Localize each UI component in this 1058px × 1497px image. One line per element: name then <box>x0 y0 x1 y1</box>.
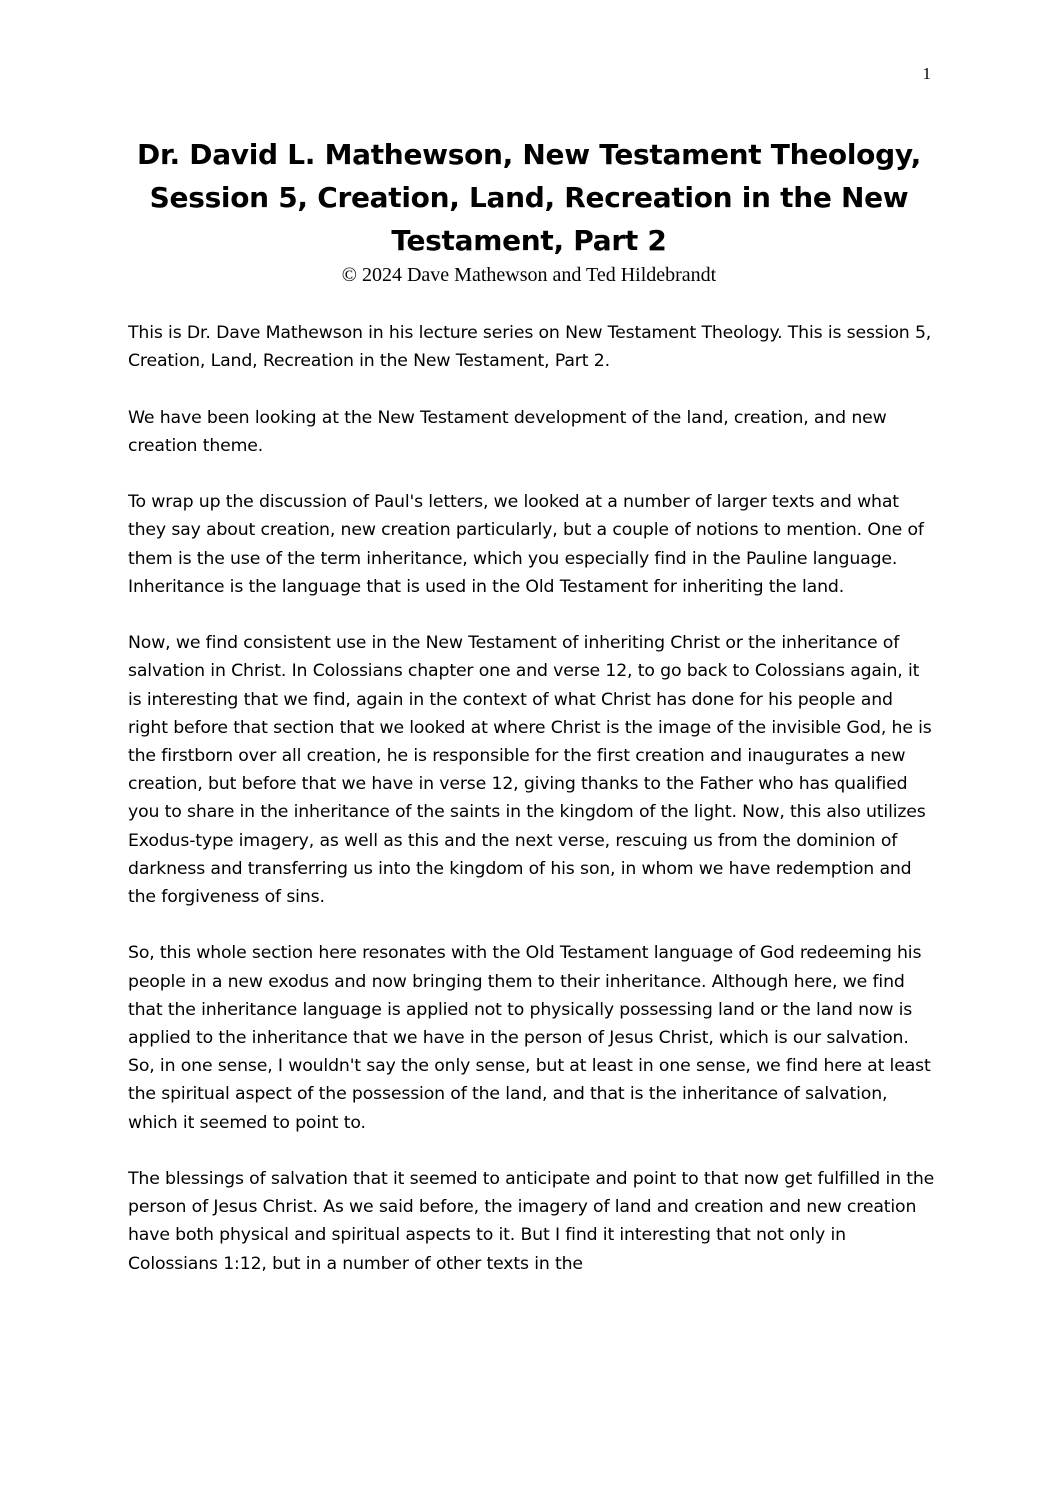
paragraph: The blessings of salvation that it seemed to anticipate and point to that now get fulfilled in the person of Jesus Christ. As we said before, the imagery of land and creation and new creation have both physical and spiritual aspects to it. But I find it interesting that not only in Colossians 1:12, but in a number of other texts in the <box>128 1169 935 1274</box>
paragraph: We have been looking at the New Testament development of the land, creation, and new creation theme. <box>128 407 887 456</box>
title-block <box>110 133 948 288</box>
paragraph: This is Dr. Dave Mathewson in his lecture series on New Testament Theology. This is session 5, Creation, Land, Recreation in the New Testament, Part 2. <box>128 323 932 372</box>
document-title: Dr. David L. Mathewson, New Testament Theology, Session 5, Creation, Land, Recreation in the New Testament, Part 2 <box>137 138 921 257</box>
body-text <box>128 319 938 1306</box>
paragraph: To wrap up the discussion of Paul's letters, we looked at a number of larger texts and what they say about creation, new creation particularly, but a couple of notions to mention. One of them is the use of the term inheritance, which you especially find in the Pauline language. Inheritance is the language that is used in the Old Testament for inheriting the land. <box>128 492 924 597</box>
paragraph: Now, we find consistent use in the New Testament of inheriting Christ or the inheritance of salvation in Christ. In Colossians chapter one and verse 12, to go back to Colossians again, it is interesting that we find, again in the context of what Christ has done for his people and right before that section that we looked at where Christ is the image of the invisible God, he is the firstborn over all creation, he is responsible for the first creation and inaugurates a new creation, but before that we have in verse 12, giving thanks to the Father who has qualified you to share in the inheritance of the saints in the kingdom of the light. Now, this also utilizes Exodus-type imagery, as well as this and the next verse, rescuing us from the dominion of darkness and transferring us into the kingdom of his son, in whom we have redemption and the forgiveness of sins. <box>128 633 932 908</box>
copyright-line: © 2024 Dave Mathewson and Ted Hildebrandt <box>341 264 717 286</box>
page-number: 1 <box>922 64 931 83</box>
paragraph: So, this whole section here resonates with the Old Testament language of God redeeming his people in a new exodus and now bringing them to their inheritance. Although here, we find that the inheritance language is applied not to physically possessing land or the land now is applied to the inheritance that we have in the person of Jesus Christ, which is our salvation. So, in one sense, I wouldn't say the only sense, but at least in one sense, we find here at least the spiritual aspect of the possession of the land, and that is the inheritance of salvation, which it seemed to point to. <box>128 943 931 1133</box>
